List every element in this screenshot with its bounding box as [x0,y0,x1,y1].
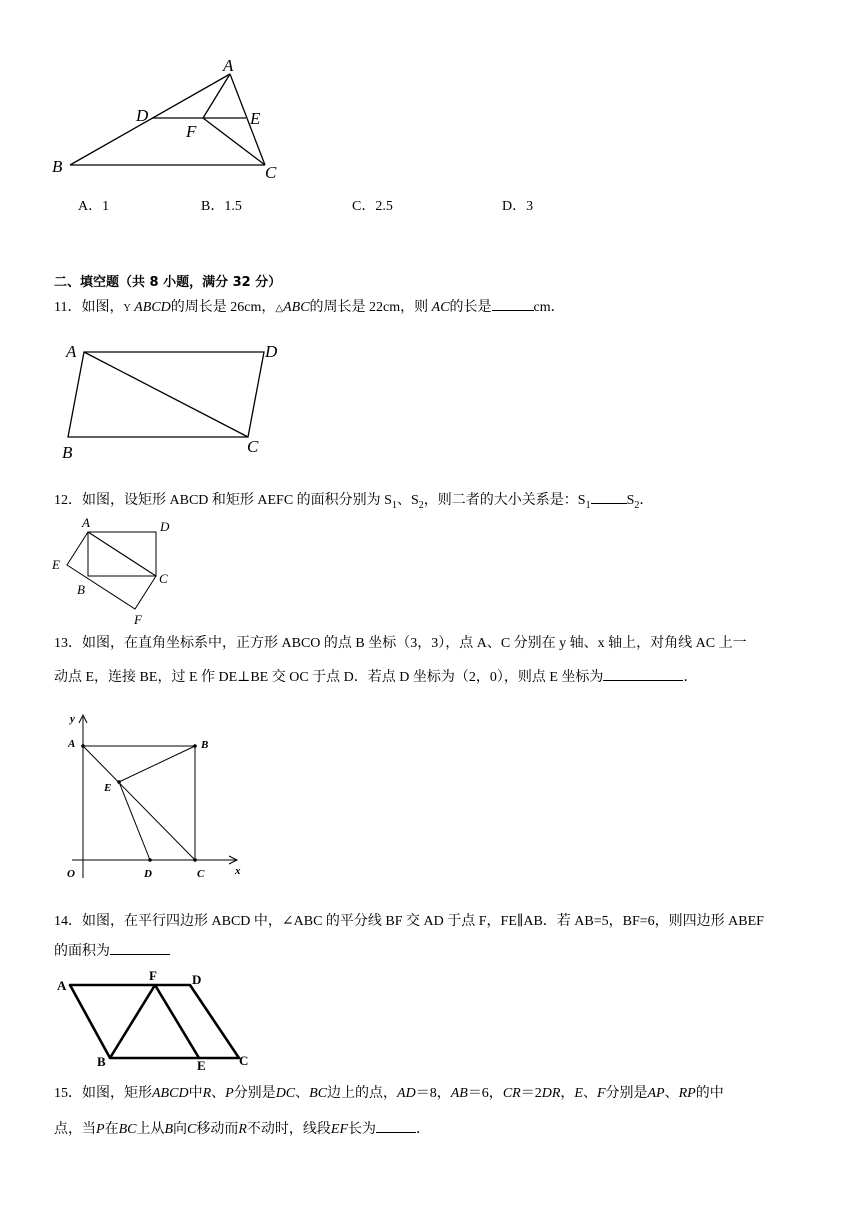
label-F: F [186,122,197,141]
label-O: O [67,868,75,880]
answer-blank [591,489,627,504]
label-E: E [197,1058,206,1073]
label-C: C [197,868,205,880]
figure-q12-rectangles [48,512,183,627]
q10-option-d: D．3 [502,199,534,214]
question-15-line-1: 15．如图，矩形ABCD中R、P分别是DC、BC边上的点，AD＝8，AB＝6，CR＝2DR，E、F分别是AP、RP的中 [54,1086,724,1101]
label-E: E [52,557,60,572]
question-11: 11．如图，Y ABCD的周长是 26cm，△ABC的周长是 22cm，则 AC的长是 cm． [54,296,565,319]
label-A: A [66,342,77,361]
label-A: A [68,738,76,750]
label-B: B [62,443,73,462]
question-14-line-1: 14．如图，在平行四边形 ABCD 中，∠ABC 的平分线 BF 交 AD 于点 F，FE∥AB．若 AB=5，BF=6，则四边形 ABEF [54,914,764,929]
label-x: x [235,865,241,877]
label-C: C [265,163,277,182]
label-D: D [192,972,202,987]
question-14-line-2: 的面积为 [54,940,170,962]
question-13-line-1: 13．如图，在直角坐标系中，正方形 ABCO 的点 B 坐标（3，3），点 A、C 分别在 y 轴、x 轴上，对角线 AC 上一 [54,636,747,651]
label-D: D [136,106,149,125]
question-15-line-2: 点，当P在BC上从B向C移动而R不动时，线段EF长为 ． [54,1118,430,1140]
label-A: A [82,515,90,530]
figure-q14-parallelogram [52,962,262,1074]
answer-blank [376,1118,416,1133]
answer-blank [110,940,170,955]
label-E: E [104,782,112,794]
label-F: F [149,968,157,983]
q10-option-a: A．1 [78,199,110,214]
figure-q13-coordinate [60,708,250,883]
label-D: D [144,868,152,880]
q10-option-b: B．1.5 [201,199,242,214]
section-title: 二、填空题（共 8 小题，满分 32 分） [54,275,282,290]
label-B: B [77,582,85,597]
question-13-line-2: 动点 E，连接 BE，过 E 作 DE⊥BE 交 OC 于点 D．若点 D 坐标为（2，0），则点 E 坐标为 ． [54,666,697,688]
label-A: A [57,978,67,993]
label-D: D [265,342,278,361]
label-C: C [239,1053,249,1068]
label-C: C [159,571,168,586]
label-B: B [201,739,209,751]
q10-option-c: C．2.5 [352,199,393,214]
label-B: B [97,1054,106,1069]
label-E: E [250,109,261,128]
figure-q10-triangle [40,50,300,185]
label-D: D [160,519,170,534]
figure-q11-parallelogram [55,336,290,466]
question-12: 12．如图，设矩形 ABCD 和矩形 AEFC 的面积分别为 $S_1$、$S_2$，则二者的大小关系是：$S_1$ $S_2$． [54,489,653,516]
answer-blank [492,296,534,311]
label-y: y [70,713,75,725]
label-B: B [52,157,63,176]
answer-blank [603,666,683,681]
label-C: C [247,437,259,456]
label-A: A [223,56,234,75]
label-F: F [134,612,142,627]
